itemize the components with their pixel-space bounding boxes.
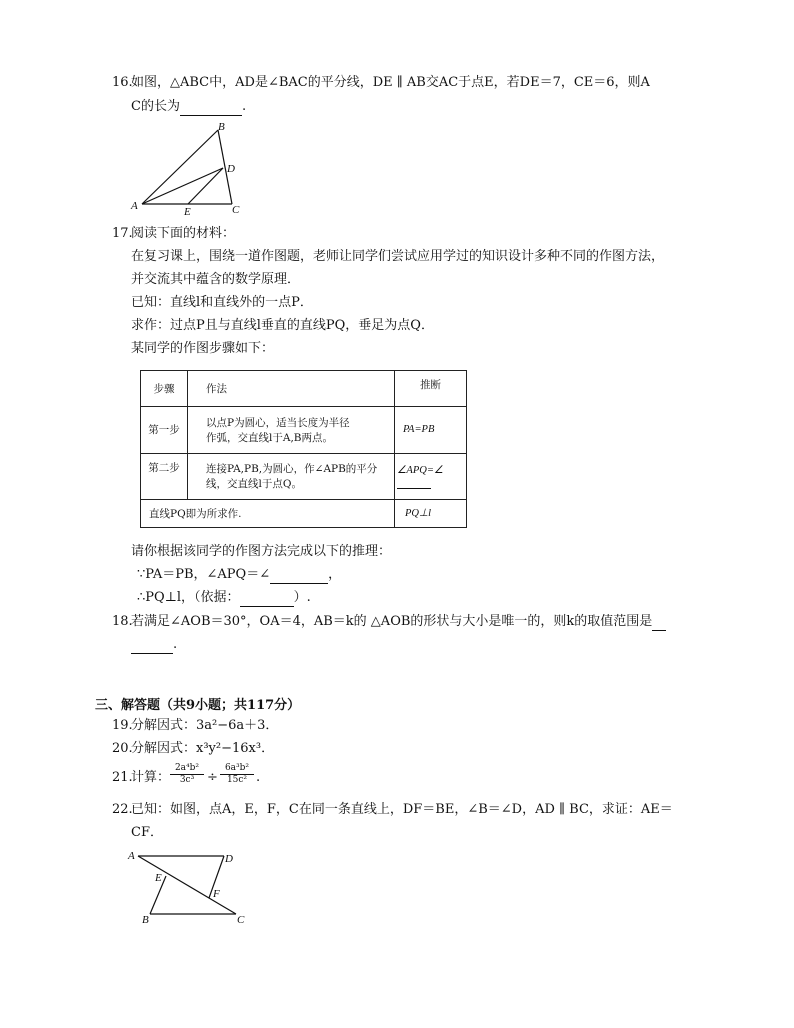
q20-text: 分解因式：x³y²−16x³． [131, 741, 275, 756]
q16-text-line2 [131, 99, 246, 116]
q17-para1: 在复习课上，围绕一道作图题，老师让同学们尝试应用学过的知识设计多种不同的作图方法， [131, 249, 665, 264]
q18-text-line2 [131, 637, 177, 654]
table-row [141, 453, 467, 499]
label-c: C [232, 204, 240, 216]
table-row [141, 407, 467, 453]
q18-answer-blank [131, 637, 173, 654]
q16-line2-text: C的长为 [131, 99, 180, 114]
q17-number: 17. [112, 226, 133, 241]
header-step: 步骤 [141, 371, 188, 407]
label-c: C [237, 914, 245, 926]
q21-frac1-denominator: 3c³ [179, 775, 195, 785]
q18-line2-end: . [173, 637, 178, 652]
row1-reason: PA=PB [395, 407, 467, 453]
final-reason: PQ⊥l [395, 499, 467, 527]
q16-answer-blank [180, 99, 242, 116]
row2-reason-blank [397, 476, 431, 489]
label-b: B [218, 121, 225, 133]
label-e: E [184, 206, 191, 218]
row2-reason [395, 453, 467, 499]
q17-reason2 [137, 590, 311, 607]
label-a: A [131, 200, 138, 212]
row1-method [188, 407, 395, 453]
q16-text-line1: 如图，△ABC中，AD是∠BAC的平分线，DE ∥ AB交AC于点E，若DE＝7，CE＝6，则A [131, 75, 650, 90]
q21-prefix: 计算： [131, 770, 171, 785]
label-b: B [142, 914, 149, 926]
q17-task: 求作：过点P且与直线l垂直的直线PQ，垂足为点Q． [131, 318, 434, 333]
row1-step: 第一步 [141, 407, 188, 453]
label-f: F [213, 888, 220, 900]
table-header-row [141, 371, 467, 407]
q21-frac2-numerator: 6a³b² [220, 763, 254, 775]
label-e: E [155, 872, 162, 884]
construction-steps-table [140, 370, 467, 528]
q17-title: 阅读下面的材料： [131, 226, 236, 241]
row2-step: 第二步 [141, 453, 188, 499]
q17-reason2-blank [240, 590, 294, 607]
q17-reason2-end: ）. [293, 590, 311, 605]
q19-text: 分解因式：3a²−6a＋3． [131, 718, 279, 733]
q17-prompt: 请你根据该同学的作图方法完成以下的推理： [131, 544, 392, 559]
row1-method-line2: 作弧，交直线l于A,B两点。 [206, 431, 333, 444]
q20-number: 20. [112, 741, 133, 756]
row1-method-line1: 以点P为圆心，适当长度为半径 [206, 416, 350, 429]
q21-fraction-1 [170, 763, 204, 786]
q18-number: 18. [112, 614, 133, 629]
q18-answer-blank-start [652, 614, 666, 631]
q21-divide-sign: ÷ [207, 770, 218, 785]
q19-number: 19. [112, 718, 133, 733]
header-method: 作法 [188, 371, 395, 407]
q21-fraction-2 [220, 763, 254, 786]
q17-reason1-text: ∵PA＝PB，∠APQ＝∠ [137, 567, 271, 582]
row2-method-line1: 连接PA,PB,为圆心，作∠APB的平分 [206, 463, 378, 476]
table-row [141, 499, 467, 527]
q18-line1-text: 若满足∠AOB＝30°，OA＝4，AB＝k的 △AOB的形状与大小是唯一的，则k的取值范围是 [131, 614, 653, 629]
row2-method-line2: 线，交直线l于点Q。 [206, 478, 302, 491]
q21-frac2-denominator: 15c² [226, 775, 248, 785]
q16-number: 16. [112, 75, 133, 90]
line-ad [142, 168, 223, 204]
header-reason: 推断 [395, 371, 467, 407]
q17-reason2-text: ∴PQ⊥l，（依据： [137, 590, 240, 605]
q17-reason1-end: ， [328, 567, 342, 582]
q18-text-line1 [131, 614, 666, 631]
q21-frac1-numerator: 2a⁴b² [170, 763, 204, 775]
row2-reason-text: ∠APQ=∠ [397, 464, 444, 476]
q17-reason1-blank [270, 567, 328, 584]
q21-number: 21. [112, 770, 133, 785]
line-ab [142, 130, 218, 204]
label-d: D [227, 163, 235, 175]
section-3-heading: 三、解答题（共9小题；共117分） [95, 698, 301, 713]
q17-steps-intro: 某同学的作图步骤如下： [131, 341, 275, 356]
q16-line2-end: . [241, 99, 247, 114]
line-de [188, 168, 223, 204]
label-d: D [225, 853, 233, 865]
q21-end: . [256, 770, 261, 785]
q22-text-line2: CF． [131, 825, 163, 840]
q16-triangle-figure [128, 118, 248, 218]
q17-para2: 并交流其中蕴含的数学原理． [131, 272, 301, 287]
q22-number: 22. [112, 802, 133, 817]
final-method: 直线PQ即为所求作. [141, 499, 395, 527]
q22-text-line1: 已知：如图，点A，E，F，C在同一条直线上，DF＝BE，∠B＝∠D，AD ∥ BC，求证：AE＝ [131, 802, 673, 817]
q17-reason1 [137, 567, 341, 584]
q22-parallelogram-figure [126, 846, 256, 926]
label-a: A [128, 850, 135, 862]
row2-method [188, 453, 395, 499]
q17-known: 已知：直线l和直线外的一点P． [131, 295, 313, 310]
